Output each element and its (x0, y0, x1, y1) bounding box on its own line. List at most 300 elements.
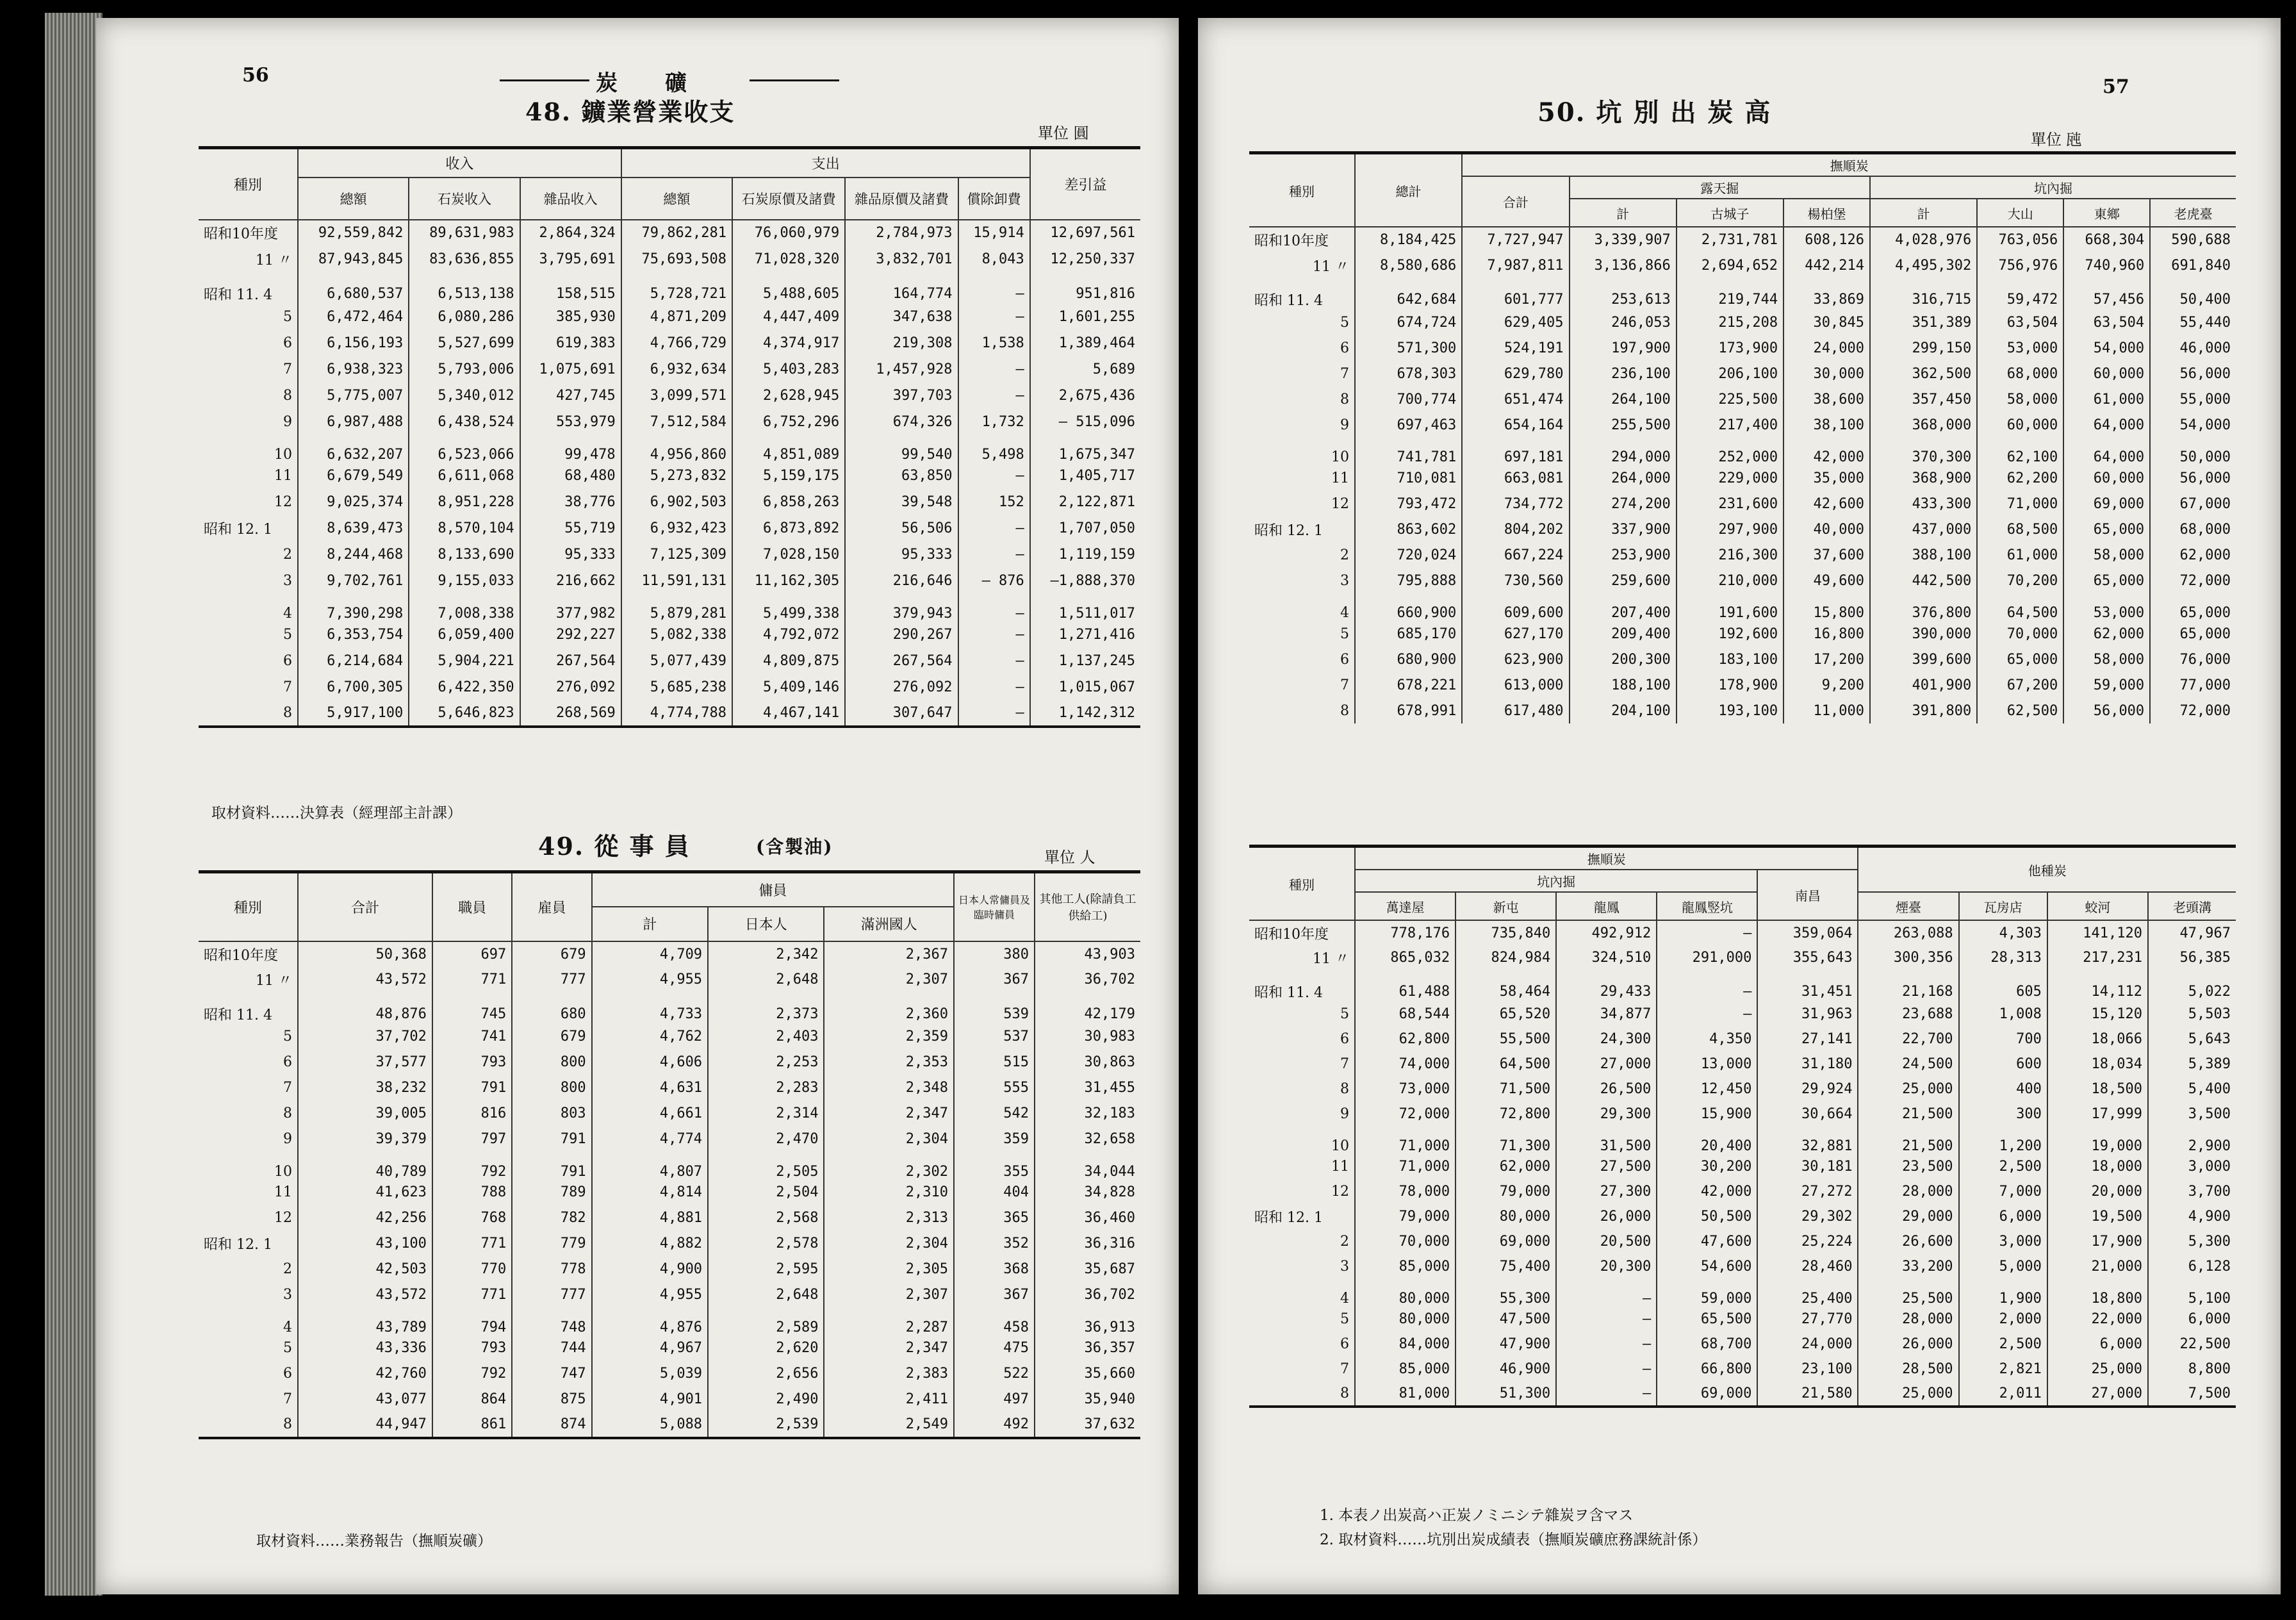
cell: — (1556, 1332, 1657, 1357)
table-row (1249, 1002, 2236, 1027)
cell: 25,000 (1858, 1382, 1958, 1407)
cell: 297,900 (1677, 517, 1784, 542)
cell: 1,075,691 (520, 356, 621, 383)
cell: 6,523,066 (409, 435, 520, 463)
cell: 3,000 (2148, 1154, 2236, 1179)
table-row (199, 1231, 1140, 1257)
cell: 253,900 (1570, 542, 1677, 568)
table-row (199, 1180, 1140, 1205)
cell: 2,490 (708, 1387, 824, 1412)
row-label: 5 (1340, 625, 1349, 642)
cell: 497 (954, 1387, 1035, 1412)
cell: 4,350 (1657, 1027, 1757, 1052)
cell: 36,702 (1035, 967, 1140, 993)
cell: 69,000 (2063, 491, 2150, 517)
cell: 204,100 (1570, 698, 1677, 723)
cell: 347,638 (845, 304, 958, 330)
row-label: 8 (283, 704, 292, 721)
cell: 2,595 (708, 1257, 824, 1282)
cell: 210,000 (1677, 568, 1784, 593)
cell: 58,000 (2063, 647, 2150, 672)
cell: 8,639,473 (298, 515, 409, 541)
col-expense: 支出 (621, 148, 1030, 178)
cell: 11,591,131 (621, 568, 732, 594)
row-label: 5 (283, 308, 292, 325)
cell: 5,082,338 (621, 622, 732, 648)
cell: 1,707,050 (1030, 515, 1140, 541)
cell: — (958, 700, 1030, 727)
cell: 379,943 (845, 594, 958, 622)
cell: 65,500 (1657, 1307, 1757, 1332)
cell: 152 (958, 489, 1030, 515)
row-label: 7 (1340, 365, 1349, 382)
cell: 55,440 (2150, 310, 2236, 335)
col-hired: 傭員 (592, 872, 954, 907)
cell: 31,500 (1556, 1127, 1657, 1154)
cell: 70,000 (1355, 1229, 1456, 1254)
cell: 771 (432, 967, 512, 993)
cell: 62,000 (2063, 621, 2150, 647)
cell: 6,611,068 (409, 463, 520, 489)
row-label: 8 (1340, 1385, 1349, 1401)
cell: 524,191 (1462, 335, 1569, 361)
cell: 29,924 (1757, 1077, 1858, 1102)
cell: 29,300 (1556, 1102, 1657, 1127)
cell: 14,112 (2047, 970, 2148, 1002)
cell: 791 (512, 1152, 591, 1180)
left-page (96, 18, 1179, 1594)
row-label: 5 (1340, 1006, 1349, 1022)
cell: 744 (512, 1335, 591, 1361)
cell: 1,538 (958, 330, 1030, 356)
cell: 42,760 (298, 1361, 432, 1387)
row-label: 12 (1331, 495, 1349, 512)
table-49 (199, 870, 1140, 1439)
cell: 183,100 (1677, 647, 1784, 672)
cell: 2,648 (708, 967, 824, 993)
cell: 215,208 (1677, 310, 1784, 335)
cell: 43,572 (298, 967, 432, 993)
col-hired-mc: 滿洲國人 (824, 907, 954, 941)
cell: 522 (954, 1361, 1035, 1387)
cell: 80,000 (1355, 1279, 1456, 1307)
cell: 42,179 (1035, 993, 1140, 1024)
cell: 253,613 (1570, 278, 1677, 310)
cell: 678,303 (1355, 361, 1462, 386)
cell: 2,347 (824, 1101, 954, 1127)
cell: 404 (954, 1180, 1035, 1205)
col-longfeng-shaft: 龍鳳竪坑 (1657, 892, 1757, 920)
table-row (199, 1075, 1140, 1101)
table-row (1249, 698, 2236, 723)
cell: 29,302 (1757, 1204, 1858, 1229)
table-row (199, 463, 1140, 489)
cell: 2,313 (824, 1205, 954, 1231)
cell: 5,499,338 (732, 594, 845, 622)
cell: 65,000 (2150, 621, 2236, 647)
col-laotougou: 老頭溝 (2148, 892, 2236, 920)
cell: 2,307 (824, 967, 954, 993)
cell: 793,472 (1355, 491, 1462, 517)
row-label: 2 (1340, 547, 1349, 563)
cell: 300,356 (1858, 945, 1958, 970)
cell: 3,099,571 (621, 383, 732, 409)
col-hired-total: 計 (592, 907, 708, 941)
cell: 71,000 (1355, 1127, 1456, 1154)
row-label: 3 (1340, 572, 1349, 589)
cell: 15,900 (1657, 1102, 1757, 1127)
cell: 15,800 (1784, 593, 1870, 621)
cell: 5,503 (2148, 1002, 2236, 1027)
row-label: 11 〃 (256, 973, 292, 989)
row-label: 4 (283, 1319, 292, 1335)
cell: 365 (954, 1205, 1035, 1231)
cell: 42,000 (1784, 438, 1870, 465)
cell: 2,122,871 (1030, 489, 1140, 515)
cell: 362,500 (1870, 361, 1977, 386)
cell: 697,181 (1462, 438, 1569, 465)
cell: 359,064 (1757, 920, 1858, 945)
cell: 4,882 (592, 1231, 708, 1257)
cell: 32,183 (1035, 1101, 1140, 1127)
row-label: 3 (1340, 1259, 1349, 1275)
cell: 4,900 (592, 1257, 708, 1282)
table-row (1249, 1102, 2236, 1127)
cell: 3,000 (1959, 1229, 2047, 1254)
cell: 38,100 (1784, 412, 1870, 438)
table-row (199, 1308, 1140, 1335)
cell: 217,231 (2047, 945, 2148, 970)
table-row (1249, 412, 2236, 438)
cell: 427,745 (520, 383, 621, 409)
row-label: 5 (283, 626, 292, 643)
cell: 674,326 (845, 409, 958, 435)
cell: 771 (432, 1231, 512, 1257)
cell: 64,500 (1456, 1052, 1556, 1077)
cell: — (958, 515, 1030, 541)
table-row (199, 272, 1140, 304)
cell: 2,287 (824, 1308, 954, 1335)
cell: 18,500 (2047, 1077, 2148, 1102)
cell: 38,232 (298, 1075, 432, 1101)
cell: — (1657, 970, 1757, 1002)
cell: 4,303 (1959, 920, 2047, 945)
cell: 264,000 (1570, 465, 1677, 491)
cell: 32,881 (1757, 1127, 1858, 1154)
cell: 679 (512, 1024, 591, 1050)
cell: 8,580,686 (1355, 252, 1462, 278)
cell: 7,987,811 (1462, 252, 1569, 278)
row-label: 2 (283, 546, 292, 563)
cell: 27,770 (1757, 1307, 1858, 1332)
table-row (199, 941, 1140, 967)
cell: 274,200 (1570, 491, 1677, 517)
cell: 6,513,138 (409, 272, 520, 304)
cell: 3,795,691 (520, 246, 621, 272)
col-type: 種別 (1249, 847, 1355, 921)
row-label: 2 (1340, 1234, 1349, 1250)
row-label: 昭和 12. 1 (1254, 522, 1323, 539)
book-page-edges (45, 13, 102, 1596)
cell: 668,304 (2063, 227, 2150, 252)
cell: 6,353,754 (298, 622, 409, 648)
cell: 71,300 (1456, 1127, 1556, 1154)
row-label: 4 (1340, 1291, 1349, 1307)
cell: 824,984 (1456, 945, 1556, 970)
cell: 792 (432, 1361, 512, 1387)
cell: 58,000 (1977, 386, 2063, 412)
col-jiaohe: 蛟河 (2047, 892, 2148, 920)
cell: 2,253 (708, 1050, 824, 1075)
cell: 5,879,281 (621, 594, 732, 622)
cell: 700 (1959, 1027, 2047, 1052)
cell: 590,688 (2150, 227, 2236, 252)
cell: 5,300 (2148, 1229, 2236, 1254)
row-label: 5 (1340, 1311, 1349, 1327)
cell: 25,224 (1757, 1229, 1858, 1254)
cell: 56,000 (2150, 465, 2236, 491)
cell: 28,313 (1959, 945, 2047, 970)
cell: 368,900 (1870, 465, 1977, 491)
cell: 6,679,549 (298, 463, 409, 489)
cell: 316,715 (1870, 278, 1977, 310)
cell: 47,600 (1657, 1229, 1757, 1254)
cell: 39,548 (845, 489, 958, 515)
cell: 6,000 (2148, 1307, 2236, 1332)
cell: 1,457,928 (845, 356, 958, 383)
row-label: 2 (283, 1261, 292, 1277)
cell: 236,100 (1570, 361, 1677, 386)
cell: 748 (512, 1308, 591, 1335)
table-row (199, 1205, 1140, 1231)
cell: 4,809,875 (732, 648, 845, 674)
cell: 30,000 (1784, 361, 1870, 386)
cell: 2,353 (824, 1050, 954, 1075)
cell: — (958, 648, 1030, 674)
table-row (1249, 361, 2236, 386)
row-label: 昭和10年度 (204, 226, 278, 242)
cell: 43,572 (298, 1282, 432, 1308)
table-row (1249, 1357, 2236, 1382)
cell: 6,438,524 (409, 409, 520, 435)
cell: 2,694,652 (1677, 252, 1784, 278)
cell: 36,316 (1035, 1231, 1140, 1257)
cell: 276,092 (520, 674, 621, 700)
cell: 61,000 (2063, 386, 2150, 412)
cell: 35,660 (1035, 1361, 1140, 1387)
cell: 691,840 (2150, 252, 2236, 278)
cell: 7,008,338 (409, 594, 520, 622)
cell: 28,000 (1858, 1179, 1958, 1204)
cell: 629,780 (1462, 361, 1569, 386)
cell: 42,503 (298, 1257, 432, 1282)
cell: 30,181 (1757, 1154, 1858, 1179)
cell: 5,409,146 (732, 674, 845, 700)
cell: 2,342 (708, 941, 824, 967)
cell: 36,460 (1035, 1205, 1140, 1231)
col-open-total: 計 (1570, 199, 1677, 227)
cell: 778 (512, 1257, 591, 1282)
cell: — (958, 356, 1030, 383)
cell: 741,781 (1355, 438, 1462, 465)
cell: 61,488 (1355, 970, 1456, 1002)
cell: 2,589 (708, 1308, 824, 1335)
cell: 475 (954, 1335, 1035, 1361)
cell: 28,460 (1757, 1254, 1858, 1279)
cell: 874 (512, 1412, 591, 1438)
cell: 173,900 (1677, 335, 1784, 361)
cell: 2,568 (708, 1205, 824, 1231)
table-row (1249, 1254, 2236, 1279)
cell: 804,202 (1462, 517, 1569, 542)
cell: 299,150 (1870, 335, 1977, 361)
cell: — (958, 594, 1030, 622)
cell: 4,709 (592, 941, 708, 967)
table-row (199, 1257, 1140, 1282)
row-label: 11 (274, 1184, 292, 1200)
cell: 680,900 (1355, 647, 1462, 672)
cell: 200,300 (1570, 647, 1677, 672)
cell: 1,200 (1959, 1127, 2047, 1154)
cell: 55,300 (1456, 1279, 1556, 1307)
cell: 542 (954, 1101, 1035, 1127)
table-50-title: 50. 坑 別 出 炭 高 (1538, 97, 1772, 128)
cell: 4,028,976 (1870, 227, 1977, 252)
table-row (1249, 252, 2236, 278)
cell: 37,702 (298, 1024, 432, 1050)
col-xintun: 新屯 (1456, 892, 1556, 920)
row-label: 12 (274, 493, 292, 510)
col-guchengzi: 古城子 (1677, 199, 1784, 227)
cell: 63,504 (2063, 310, 2150, 335)
cell: 777 (512, 967, 591, 993)
col-laohutai: 老虎臺 (2150, 199, 2236, 227)
cell: 50,000 (2150, 438, 2236, 465)
table-row (199, 700, 1140, 727)
cell: 600 (1959, 1052, 2047, 1077)
cell: 22,700 (1858, 1027, 1958, 1052)
cell: 720,024 (1355, 542, 1462, 568)
cell: 779 (512, 1231, 591, 1257)
table-48-source: 取材資料……決算表（經理部主計課） (211, 805, 462, 822)
cell: 351,389 (1870, 310, 1977, 335)
cell: 617,480 (1462, 698, 1569, 723)
cell: 537 (954, 1024, 1035, 1050)
cell: 1,271,416 (1030, 622, 1140, 648)
cell: 59,000 (1657, 1279, 1757, 1307)
cell: 6,422,350 (409, 674, 520, 700)
cell: 217,400 (1677, 412, 1784, 438)
table-row (199, 1024, 1140, 1050)
cell: 58,464 (1456, 970, 1556, 1002)
cell: 79,862,281 (621, 220, 732, 246)
cell: 27,000 (1556, 1052, 1657, 1077)
cell: 734,772 (1462, 491, 1569, 517)
cell: 83,636,855 (409, 246, 520, 272)
cell: 95,333 (520, 541, 621, 568)
row-label: 8 (1340, 391, 1349, 408)
cell: 54,600 (1657, 1254, 1757, 1279)
table-50-unit: 單位 瓲 (2031, 131, 2082, 149)
cell: 192,600 (1677, 621, 1784, 647)
cell: —1,888,370 (1030, 568, 1140, 594)
cell: 5,643 (2148, 1027, 2236, 1052)
cell: 290,267 (845, 622, 958, 648)
cell: 56,000 (2150, 361, 2236, 386)
cell: — (1657, 1002, 1757, 1027)
cell: 70,000 (1977, 621, 2063, 647)
cell: 29,433 (1556, 970, 1657, 1002)
cell: 62,800 (1355, 1027, 1456, 1052)
table-row (1249, 672, 2236, 698)
cell: 11,000 (1784, 698, 1870, 723)
table-row (1249, 227, 2236, 252)
cell: 4,956,860 (621, 435, 732, 463)
cell: 268,569 (520, 700, 621, 727)
cell: 861 (432, 1412, 512, 1438)
cell: 68,700 (1657, 1332, 1757, 1357)
row-label: 8 (283, 1105, 292, 1121)
cell: 43,100 (298, 1231, 432, 1257)
cell: 56,506 (845, 515, 958, 541)
cell: 55,000 (2150, 386, 2236, 412)
table-row (1249, 542, 2236, 568)
row-label: 7 (283, 1391, 292, 1407)
cell: — (958, 463, 1030, 489)
table-row (199, 674, 1140, 700)
cell: 2,367 (824, 941, 954, 967)
row-label: 5 (1340, 314, 1349, 331)
col-fushun: 撫順炭 (1355, 847, 1858, 870)
cell: 51,300 (1456, 1382, 1556, 1407)
cell: 797 (432, 1127, 512, 1152)
cell: 17,900 (2047, 1229, 2148, 1254)
cell: 68,480 (520, 463, 621, 489)
cell: 164,774 (845, 272, 958, 304)
cell: 64,000 (2063, 438, 2150, 465)
col-ex-coal: 石炭原價及諸費 (732, 178, 845, 220)
cell: 158,515 (520, 272, 621, 304)
table-row (199, 1050, 1140, 1075)
col-sub-total: 合計 (1462, 176, 1569, 227)
row-label: 7 (1340, 677, 1349, 693)
cell: 79,000 (1456, 1179, 1556, 1204)
cell: 2,304 (824, 1127, 954, 1152)
cell: 81,000 (1355, 1382, 1456, 1407)
cell: 32,658 (1035, 1127, 1140, 1152)
cell: 11,162,305 (732, 568, 845, 594)
col-donggang: 東鄉 (2063, 199, 2150, 227)
cell: 30,863 (1035, 1050, 1140, 1075)
cell: 864 (432, 1387, 512, 1412)
cell: 2,000 (1959, 1307, 2047, 1332)
cell: 763,056 (1977, 227, 2063, 252)
table-row (199, 356, 1140, 383)
cell: 770 (432, 1257, 512, 1282)
cell: 5,689 (1030, 356, 1140, 383)
cell: 6,080,286 (409, 304, 520, 330)
cell: 747 (512, 1361, 591, 1387)
cell: 19,500 (2047, 1204, 2148, 1229)
cell: 388,100 (1870, 542, 1977, 568)
cell: 64,500 (1977, 593, 2063, 621)
cell: 206,100 (1677, 361, 1784, 386)
row-label: 5 (283, 1340, 292, 1356)
cell: 4,901 (592, 1387, 708, 1412)
table-row (1249, 1154, 2236, 1179)
cell: — (1556, 1279, 1657, 1307)
cell: 4,955 (592, 967, 708, 993)
